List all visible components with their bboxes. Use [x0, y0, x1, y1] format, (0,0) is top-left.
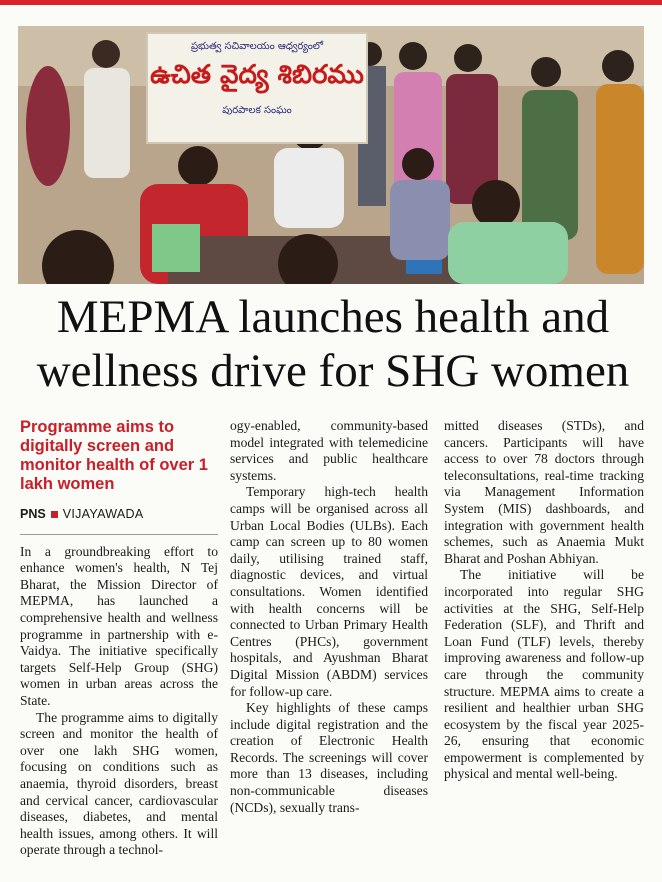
top-red-rule — [0, 0, 662, 5]
paragraph: The programme aims to digitally screen and monitor the health of over one lakh SHG women, focusing on conditions such as anaemia, thyroid disorders, breast and cervical cancer, cardiovascular diseases, diabetes, and mental health issues, among others. It will operate through a technol- — [20, 709, 218, 858]
byline-agency: PNS — [20, 507, 46, 521]
banner-line-3: పురపాలక సంఘం — [222, 105, 292, 116]
paragraph: In a groundbreaking effort to enhance women's health, N Tej Bharat, the Mission Director of MEPMA, has launched a comprehensive health and wellness programme in partnership with e-Vaidya. The initiative specifically targets Self-Help Group (SHG) women in urban areas across the State. — [20, 543, 218, 708]
headline — [16, 290, 650, 398]
paragraph: ogy-enabled, community-based model integrated with telemedicine services and public healthcare systems. — [230, 418, 428, 483]
paragraph: The initiative will be incorporated into regular SHG activities at the SHG, Self-Help Federation (SLF), and Thrift and Loan Fund (TLF) levels, thereby improving awareness and follow-up care through the community structure. MEPMA aims to create a resilient and healthier urban SHG ecosystem by the fiscal year 2025-26, ensuring that economic empowerment is complemented by physical and mental well-being. — [444, 567, 644, 782]
banner-title: ఉచిత వైద్య శిబిరము — [150, 60, 364, 90]
banner-line-1: ప్రభుత్వ సచివాలయం ఆధ్వర్యంలో — [190, 41, 324, 52]
article-column-3 — [444, 418, 644, 783]
paragraph: mitted diseases (STDs), and cancers. Participants will have access to over 78 doctors through teleconsultations, real-time tracking via Management Information System (MIS) dashboards, and integration with government health schemes, such as Anaemia Mukt Bharat and Poshan Abhiyan. — [444, 418, 644, 566]
news-photo — [18, 26, 644, 284]
byline — [20, 506, 218, 523]
paragraph: Temporary high-tech health camps will be organised across all Urban Local Bodies (ULBs). Each camp can screen up to 80 women daily, utilising trained staff, diagnostic devices, and virtual consultations. Women identified with health concerns will be connected to Urban Primary Health Centres (PHCs), government hospitals, and Ayushman Bharat Digital Mission (ABDM) services for follow-up care. — [230, 484, 428, 699]
headline-line-2: wellness drive for SHG women — [36, 345, 630, 397]
paragraph: Key highlights of these camps include digital registration and the creation of Electronic Health Records. The screenings will cover more than 13 diseases, including non-communicable diseases (NCDs), sexually trans- — [230, 700, 428, 815]
article-column-2 — [230, 418, 428, 816]
byline-divider — [20, 534, 218, 535]
byline-square-icon — [51, 511, 58, 518]
byline-city: VIJAYAWADA — [62, 507, 144, 521]
strapline: Programme aims to digitally screen and monitor health of over 1 lakh women — [20, 418, 208, 493]
camp-banner — [146, 32, 368, 144]
headline-line-1: MEPMA launches health and — [56, 291, 610, 343]
article-column-1 — [20, 418, 218, 859]
